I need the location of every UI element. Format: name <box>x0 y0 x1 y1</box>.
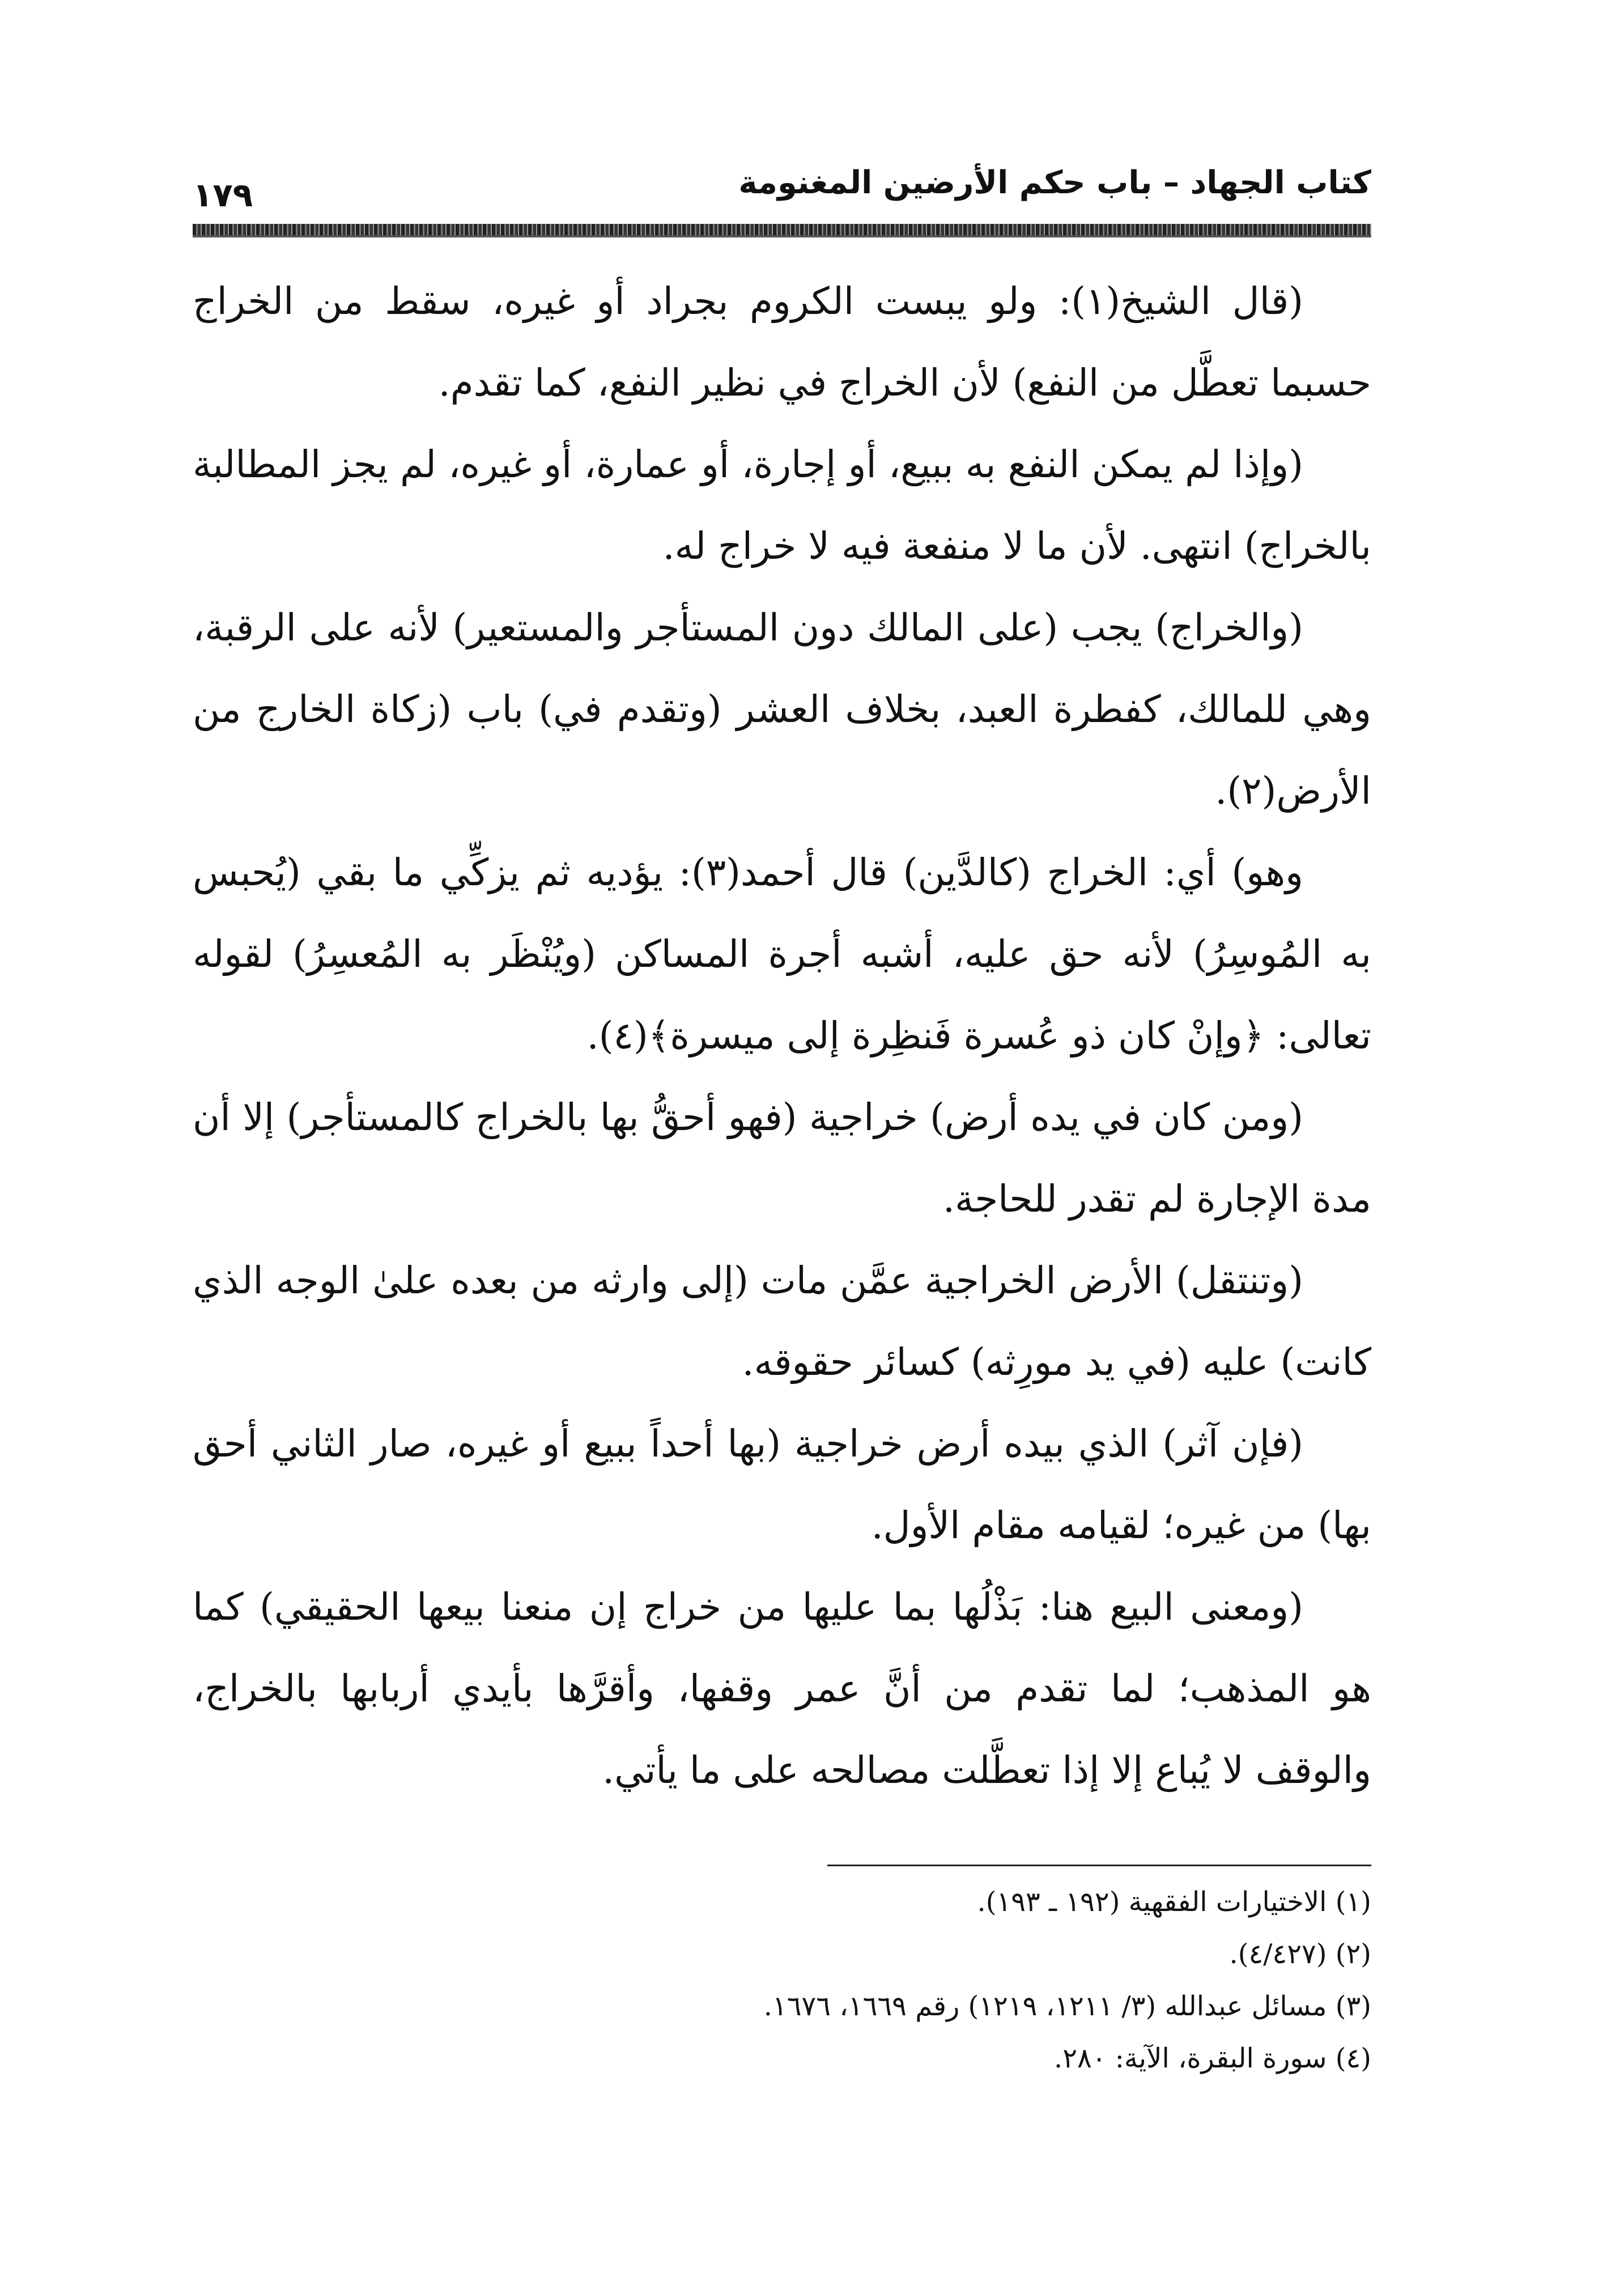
paragraph: (ومن كان في يده أرض) خراجية (فهو أحقُّ بها بالخراج كالمستأجر) إلا أن مدة الإجارة لم تقدر للحاجة. <box>193 1095 1371 1221</box>
footnotes <box>510 1876 1371 2084</box>
footnote: (١) الاختيارات الفقهية (١٩٢ ـ ١٩٣). <box>977 1886 1371 1918</box>
paragraph: (والخراج) يجب (على المالك دون المستأجر والمستعير) لأنه على الرقبة، وهي للمالك، كفطرة العبد، بخلاف العشر (وتقدم في) باب (زكاة الخارج من الأرض(٢). <box>193 606 1371 813</box>
running-title: كتاب الجهاد – باب حكم الأرضين المغنومة <box>738 164 1371 201</box>
paragraph: (فإن آثر) الذي بيده أرض خراجية (بها أحداً ببيع أو غيره، صار الثاني أحق بها) من غيره؛ لقيامه مقام الأول. <box>193 1422 1371 1547</box>
paragraph: (قال الشيخ(١): ولو يبست الكروم بجراد أو غيره، سقط من الخراج حسبما تعطَّل من النفع) لأن الخراج في نظير النفع، كما تقدم. <box>193 279 1371 405</box>
footnote: (٤) سورة البقرة، الآية: ٢٨٠. <box>1053 2043 1371 2074</box>
paragraph: (ومعنى البيع هنا: بَذْلُها بما عليها من خراج إن منعنا بيعها الحقيقي) كما هو المذهب؛ لما تقدم من أنَّ عمر وقفها، وأقرَّها بأيدي أربابها بالخراج، والوقف لا يُباع إلا إذا تعطَّلت مصالحه على ما يأتي. <box>193 1585 1371 1792</box>
header-divider <box>193 224 1371 236</box>
paragraph: (وتنتقل) الأرض الخراجية عمَّن مات (إلى وارثه من بعده علىٰ الوجه الذي كانت) عليه (في يد مورِثه) كسائر حقوقه. <box>193 1259 1371 1384</box>
main-text <box>193 261 1371 1811</box>
footnote-divider <box>827 1865 1371 1866</box>
page-header <box>193 153 1371 215</box>
page-number: ١٧٩ <box>193 176 253 214</box>
paragraph: وهو) أي: الخراج (كالدَّين) قال أحمد(٣): يؤديه ثم يزكِّي ما بقي (يُحبس به المُوسِرُ) لأنه حق عليه، أشبه أجرة المساكن (ويُنْظَر به المُعسِرُ) لقوله تعالى: ﴿وإنْ كان ذو عُسرة فَنظِرة إلى ميسرة﴾(٤). <box>193 851 1371 1058</box>
footnote: (٣) مسائل عبدالله (٣/ ١٢١١، ١٢١٩) رقم ١٦٦٩، ١٦٧٦. <box>763 1990 1371 2022</box>
paragraph: (وإذا لم يمكن النفع به ببيع، أو إجارة، أو عمارة، أو غيره، لم يجز المطالبة بالخراج) انتهى. لأن ما لا منفعة فيه لا خراج له. <box>193 443 1371 568</box>
footnote: (٢) (٤/٤٢٧). <box>1229 1938 1371 1970</box>
